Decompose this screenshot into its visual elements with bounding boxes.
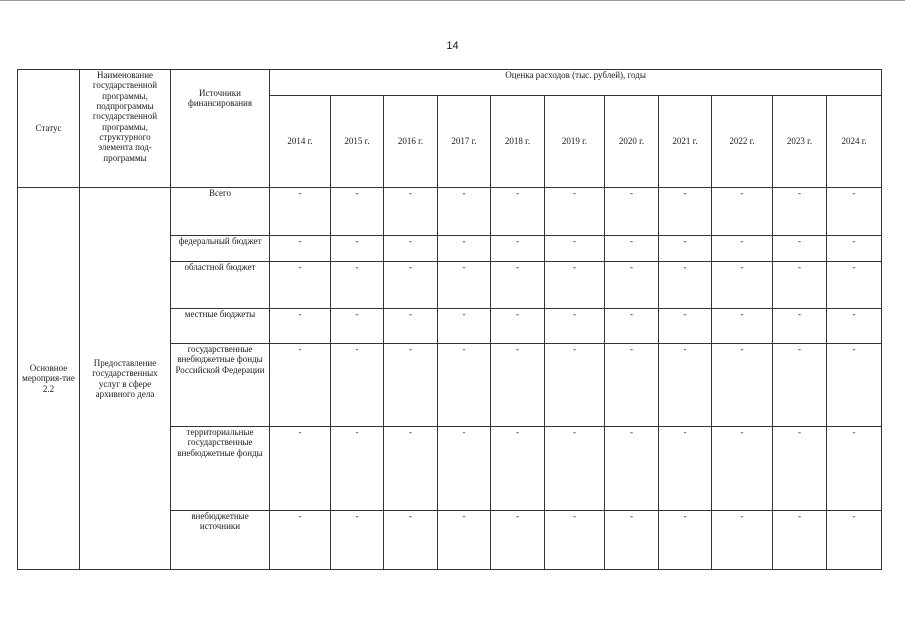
value-cell: - — [438, 511, 491, 570]
value-cell: - — [384, 262, 438, 309]
value-cell: - — [491, 236, 545, 262]
value-cell: - — [827, 309, 882, 344]
value-cell: - — [331, 262, 384, 309]
table-row — [18, 188, 882, 236]
value-cell: - — [659, 344, 712, 427]
value-cell: - — [773, 344, 827, 427]
value-cell: - — [438, 188, 491, 236]
budget-table — [17, 69, 882, 570]
value-cell: - — [712, 344, 773, 427]
source-cell: областной бюджет — [171, 262, 270, 309]
value-cell: - — [384, 309, 438, 344]
value-cell: - — [491, 427, 545, 511]
top-rule — [0, 0, 905, 1]
value-cell: - — [827, 262, 882, 309]
source-cell: федеральный бюджет — [171, 236, 270, 262]
value-cell: - — [773, 427, 827, 511]
header-row-1 — [18, 70, 882, 96]
value-cell: - — [545, 236, 605, 262]
value-cell: - — [605, 236, 659, 262]
value-cell: - — [605, 188, 659, 236]
year-header: 2019 г. — [545, 96, 605, 188]
value-cell: - — [545, 511, 605, 570]
header-name: Наименование государственной программы, подпрограммы государственной программы, структурного элемента под-программы — [80, 70, 171, 188]
value-cell: - — [773, 188, 827, 236]
year-header: 2023 г. — [773, 96, 827, 188]
value-cell: - — [712, 309, 773, 344]
value-cell: - — [270, 236, 331, 262]
value-cell: - — [270, 427, 331, 511]
value-cell: - — [605, 427, 659, 511]
value-cell: - — [438, 344, 491, 427]
value-cell: - — [270, 309, 331, 344]
value-cell: - — [491, 188, 545, 236]
value-cell: - — [659, 188, 712, 236]
value-cell: - — [773, 511, 827, 570]
value-cell: - — [438, 309, 491, 344]
value-cell: - — [773, 262, 827, 309]
value-cell: - — [659, 309, 712, 344]
value-cell: - — [605, 511, 659, 570]
header-sources: Источники финансирования — [171, 70, 270, 188]
value-cell: - — [712, 262, 773, 309]
value-cell: - — [659, 236, 712, 262]
value-cell: - — [331, 236, 384, 262]
source-cell: местные бюджеты — [171, 309, 270, 344]
value-cell: - — [659, 511, 712, 570]
value-cell: - — [384, 427, 438, 511]
value-cell: - — [827, 236, 882, 262]
value-cell: - — [712, 511, 773, 570]
value-cell: - — [773, 236, 827, 262]
value-cell: - — [438, 427, 491, 511]
year-header: 2021 г. — [659, 96, 712, 188]
source-cell: территориальные государственные внебюджетные фонды — [171, 427, 270, 511]
value-cell: - — [491, 511, 545, 570]
value-cell: - — [605, 262, 659, 309]
value-cell: - — [827, 188, 882, 236]
value-cell: - — [331, 427, 384, 511]
value-cell: - — [827, 344, 882, 427]
year-header: 2020 г. — [605, 96, 659, 188]
value-cell: - — [712, 427, 773, 511]
value-cell: - — [827, 511, 882, 570]
source-cell: Всего — [171, 188, 270, 236]
value-cell: - — [331, 188, 384, 236]
value-cell: - — [491, 309, 545, 344]
value-cell: - — [384, 344, 438, 427]
source-cell: внебюджетные источники — [171, 511, 270, 570]
value-cell: - — [545, 344, 605, 427]
value-cell: - — [384, 236, 438, 262]
value-cell: - — [438, 262, 491, 309]
value-cell: - — [270, 262, 331, 309]
value-cell: - — [491, 262, 545, 309]
header-estimate: Оценка расходов (тыс. рублей), годы — [270, 70, 882, 96]
year-header: 2015 г. — [331, 96, 384, 188]
value-cell: - — [605, 344, 659, 427]
value-cell: - — [331, 309, 384, 344]
value-cell: - — [545, 427, 605, 511]
value-cell: - — [331, 344, 384, 427]
name-cell: Предоставление государственных услуг в сфере архивного дела — [80, 188, 171, 570]
value-cell: - — [438, 236, 491, 262]
status-cell: Основное мероприя-тие 2.2 — [18, 188, 80, 570]
year-header: 2014 г. — [270, 96, 331, 188]
value-cell: - — [270, 344, 331, 427]
value-cell: - — [270, 188, 331, 236]
source-cell: государственные внебюджетные фонды Российской Федерации — [171, 344, 270, 427]
value-cell: - — [545, 309, 605, 344]
header-status: Статус — [18, 70, 80, 188]
value-cell: - — [270, 511, 331, 570]
value-cell: - — [659, 262, 712, 309]
year-header: 2022 г. — [712, 96, 773, 188]
value-cell: - — [605, 309, 659, 344]
value-cell: - — [384, 188, 438, 236]
value-cell: - — [659, 427, 712, 511]
value-cell: - — [491, 344, 545, 427]
year-header: 2016 г. — [384, 96, 438, 188]
value-cell: - — [773, 309, 827, 344]
year-header: 2024 г. — [827, 96, 882, 188]
value-cell: - — [545, 188, 605, 236]
year-header: 2018 г. — [491, 96, 545, 188]
value-cell: - — [712, 188, 773, 236]
value-cell: - — [827, 427, 882, 511]
value-cell: - — [331, 511, 384, 570]
year-header: 2017 г. — [438, 96, 491, 188]
value-cell: - — [384, 511, 438, 570]
value-cell: - — [545, 262, 605, 309]
value-cell: - — [712, 236, 773, 262]
page-number: 14 — [446, 40, 459, 52]
